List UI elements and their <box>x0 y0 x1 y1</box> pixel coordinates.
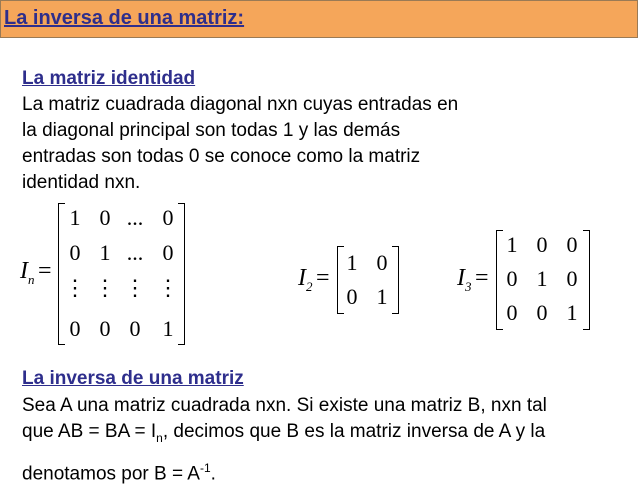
section-heading-inverse: La inversa de una matriz <box>22 368 244 389</box>
definition-line: identidad nxn. <box>22 172 141 193</box>
identity-definition <box>22 92 458 196</box>
matrix-cell: ⋮ <box>157 275 179 300</box>
matrix-cell: 1 <box>376 284 388 309</box>
title-bar <box>0 0 638 38</box>
definition-line: entradas son todas 0 se conoce como la matriz <box>22 146 421 167</box>
equals-sign: = <box>38 258 52 284</box>
matrix-cell: 1 <box>162 316 174 341</box>
page-title: La inversa de una matriz: <box>4 7 245 29</box>
matrix-cell: 1 <box>566 300 578 325</box>
matrix-cell: 0 <box>376 250 388 275</box>
inverse-definition <box>22 393 547 487</box>
definition-line: La matriz cuadrada diagonal nxn cuyas entradas en <box>22 94 459 115</box>
matrix-cell: 0 <box>129 316 141 341</box>
definition-line: que AB = BA = $I_n$, decimos que B es la matriz inversa de A y la <box>22 421 546 445</box>
matrix-cell: ⋮ <box>94 275 116 300</box>
section-heading-identity: La matriz identidad <box>22 68 196 89</box>
equals-sign: = <box>316 265 330 291</box>
matrix-cell: ... <box>126 240 144 265</box>
matrix-cell: 0 <box>69 240 81 265</box>
matrix-cell: ... <box>126 205 144 230</box>
matrix-cell: 0 <box>506 300 518 325</box>
matrix-cell: 0 <box>536 232 548 257</box>
matrix-cell: 0 <box>566 266 578 291</box>
matrix-cell: 1 <box>346 250 358 275</box>
matrix-cell: ⋮ <box>64 275 86 300</box>
matrix-cell: 0 <box>536 300 548 325</box>
matrix-label: $I_2$ <box>298 265 313 294</box>
matrix-cell: 0 <box>99 205 111 230</box>
matrix-label: $I_n$ <box>20 258 35 287</box>
matrix-cell: 1 <box>536 266 548 291</box>
matrix-cell: 1 <box>69 205 81 230</box>
matrix-cell: 0 <box>99 316 111 341</box>
definition-line: denotamos por $B = A^{-1}$. <box>22 460 216 485</box>
matrix-cell: 0 <box>69 316 81 341</box>
definition-line: Sea A una matriz cuadrada nxn. Si existe una matriz B, nxn tal <box>22 395 547 416</box>
matrix-label: $I_3$ <box>457 265 472 294</box>
matrix-cell: 1 <box>99 240 111 265</box>
matrix-cell: 0 <box>506 266 518 291</box>
matrix-cell: 0 <box>162 240 174 265</box>
equals-sign: = <box>475 265 489 291</box>
matrix-cell: ⋮ <box>124 275 146 300</box>
matrix-cell: 0 <box>566 232 578 257</box>
definition-line: la diagonal principal son todas 1 y las demás <box>22 120 401 141</box>
matrix-cell: 0 <box>162 205 174 230</box>
matrix-cell: 0 <box>346 284 358 309</box>
matrix-cell: 1 <box>506 232 518 257</box>
